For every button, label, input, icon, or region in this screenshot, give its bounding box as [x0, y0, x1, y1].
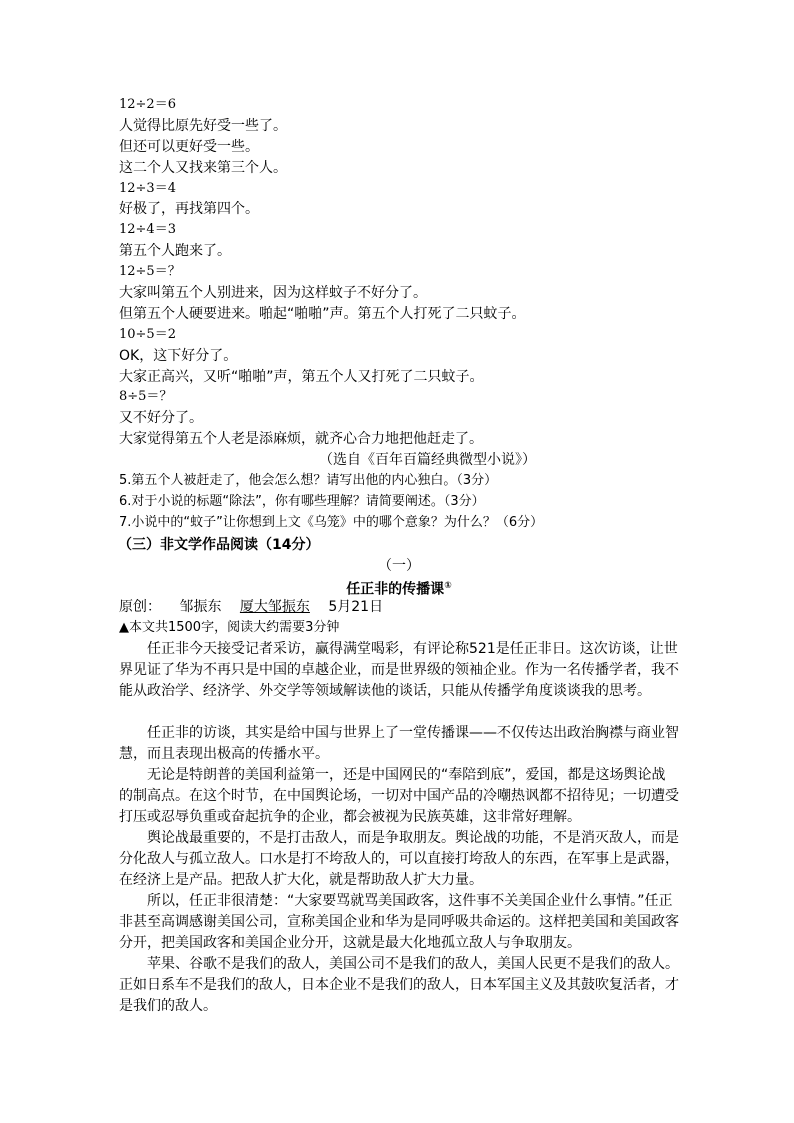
story-line: 12÷3＝4: [119, 180, 176, 196]
article-paragraph: 任正非今天接受记者采访，赢得满堂喝彩，有评论称521是任正非日。这次访谈，让世界见证了华为不再只是中国的卓越企业，而是世界级的领袖企业。作为一名传播学者，我不能从政治学、经济学、外交学等领域解读他的谈话，只能从传播学角度谈谈我的思考。: [119, 641, 679, 700]
question-item: 5.第五个人被赶走了，他会怎么想？请写出他的内心独白。（3分）: [119, 473, 498, 489]
origin-label: 原创：: [119, 599, 161, 616]
question-list: [119, 471, 679, 534]
story-line: 10÷5＝2: [119, 326, 176, 342]
story-line: 但还可以更好受一些。: [119, 138, 259, 155]
article-meta: [119, 597, 679, 618]
story-line: 但第五个人硬要进来。啪起“啪啪”声。第五个人打死了二只蚊子。: [119, 305, 526, 322]
story-excerpt: [119, 95, 679, 471]
article-title: [119, 576, 679, 597]
account-link[interactable]: 厦大邹振东: [239, 599, 310, 616]
story-line: 大家觉得第五个人老是添麻烦，就齐心合力地把他赶走了。: [119, 431, 483, 448]
article-title-text: 任正非的传播课: [346, 582, 445, 599]
section-heading: （三）非文学作品阅读（14分）: [118, 536, 320, 553]
story-line: 大家正高兴，又听“啪啪”声，第五个人又打死了二只蚊子。: [119, 368, 484, 385]
article-paragraph: 苹果、谷歌不是我们的敌人，美国公司不是我们的敌人，美国人民更不是我们的敌人。正如日系车不是我们的敌人，日本企业不是我们的敌人，日本军国主义及其鼓吹复活者，才是我们的敌人。: [119, 956, 679, 1015]
story-line: OK，这下好分了。: [119, 347, 238, 364]
publish-date: 5月21日: [328, 599, 384, 616]
story-line: 12÷4＝3: [119, 222, 176, 238]
question-item: 7.小说中的“蚊子”让你想到上文《乌笼》中的哪个意象？为什么？（6分）: [119, 514, 544, 530]
story-line: 12÷5＝？: [119, 264, 181, 280]
story-line: 12÷2＝6: [119, 97, 176, 112]
part-label: （一）: [378, 557, 420, 574]
article-paragraph: 舆论战最重要的，不是打击敌人，而是争取朋友。舆论战的功能，不是消灭敌人，而是分化敌人与孤立敌人。口水是打不垮敌人的，可以直接打垮敌人的东西，在军事上是武器，在经济上是产品。把敌人扩大化，就是帮助敌人扩大力量。: [119, 830, 679, 889]
article-paragraph: 任正非的访谈，其实是给中国与世界上了一堂传播课——不仅传达出政治胸襟与商业智慧，而且表现出极高的传播水平。: [119, 725, 679, 763]
story-line: 8÷5＝？: [119, 389, 173, 405]
story-line: 人觉得比原先好受一些了。: [119, 117, 287, 134]
article-paragraph: 无论是特朗普的美国利益第一，还是中国网民的“奉陪到底”，爱国，都是这场舆论战的制高点。在这个时节，在中国舆论场，一切对中国产品的冷嘲热讽都不招待见；一切遭受打压或忍辱负重或奋起抗争的企业，都会被视为民族英雄，这非常好理解。: [119, 767, 679, 826]
story-line: 第五个人跑来了。: [119, 243, 231, 260]
footnote-marker: ①: [444, 581, 452, 592]
story-line: 大家叫第五个人别进来，因为这样蚊子不好分了。: [119, 285, 427, 302]
story-source: （选自《百年百篇经典微型小说》）: [319, 452, 536, 469]
story-line: 这二个人又找来第三个人。: [119, 159, 287, 176]
read-info: ▲本文共1500字，阅读大约需要3分钟: [119, 620, 340, 636]
author-name: 邹振东: [179, 599, 222, 616]
article-body: [119, 639, 679, 1017]
document-page: [119, 95, 679, 1017]
story-line: 又不好分了。: [119, 410, 203, 427]
question-item: 6.对于小说的标题“除法”，你有哪些理解？请简要阐述。（3分）: [119, 493, 485, 509]
article-paragraph: 所以，任正非很清楚：“大家要骂就骂美国政客，这件事不关美国企业什么事情。”任正非甚至高调感谢美国公司，宣称美国企业和华为是同呼吸共命运的。这样把美国和美国政客分开，把美国政客和美国企业分开，这就是最大化地孤立敌人与争取朋友。: [119, 893, 679, 952]
story-line: 好极了，再找第四个。: [119, 201, 259, 218]
